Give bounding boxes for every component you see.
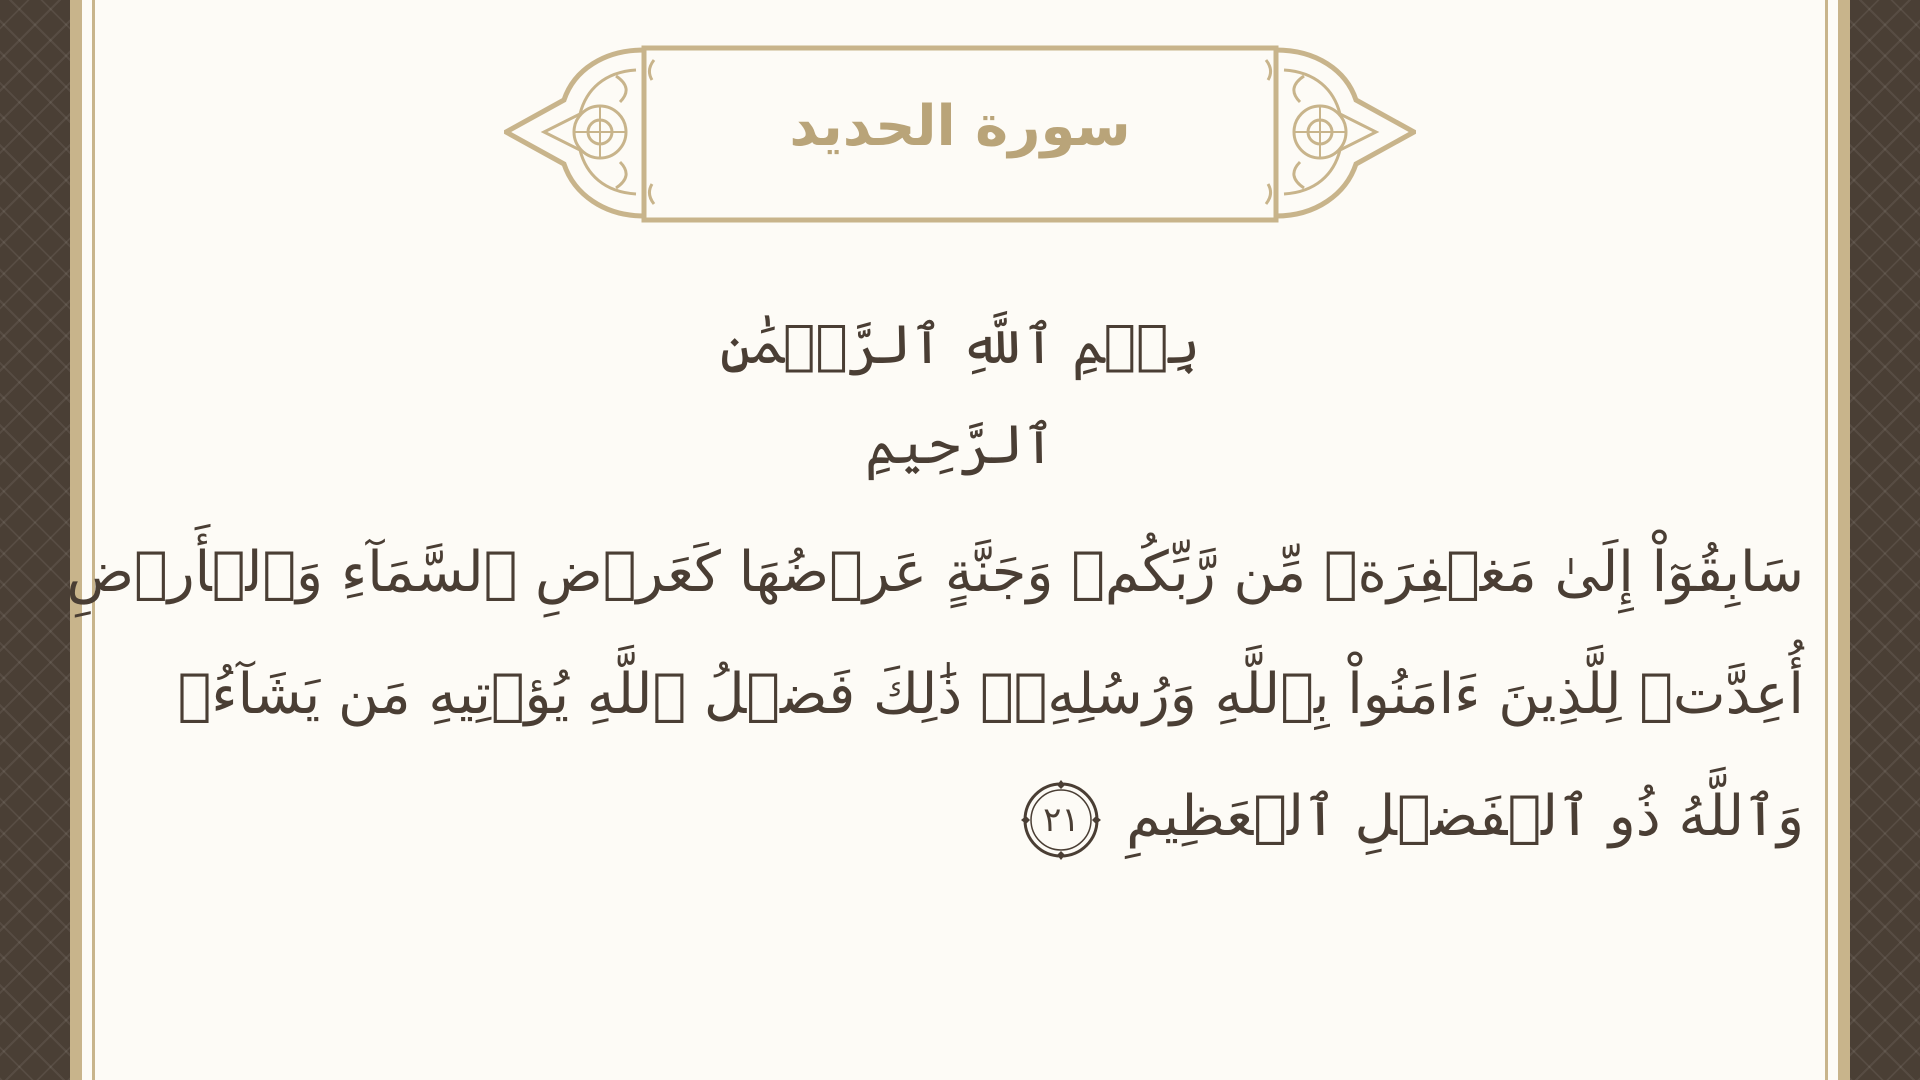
surah-title-frame — [504, 40, 1416, 224]
right-gold-rule — [1825, 0, 1828, 1080]
verse-text — [66, 512, 1804, 878]
surah-title: سورة الحديد — [789, 94, 1131, 159]
ayah-end-marker — [1020, 779, 1102, 861]
verse-line-2: أُعِدَّتۡ لِلَّذِينَ ءَامَنُواْ بِٱللَّهِ وَرُسُلِهِۦۚ ذَٰلِكَ فَضۡلُ ٱللَّهِ يُؤۡتِيهِ مَن يَشَآءُۚ — [177, 662, 1804, 727]
verse-line-3 — [112, 756, 1804, 878]
basmala: بِسۡمِ ٱللَّهِ ٱلرَّحۡمَٰنِ ٱلرَّحِيمِ — [719, 313, 1201, 476]
ayah-number: ٢١ — [1043, 799, 1080, 840]
left-ornamental-border — [0, 0, 70, 1080]
verse-line-3-text: وَٱللَّهُ ذُو ٱلۡفَضۡلِ ٱلۡعَظِيمِ — [1126, 784, 1804, 849]
right-gold-band — [1838, 0, 1850, 1080]
verse-line-1: سَابِقُوٓاْ إِلَىٰ مَغۡفِرَةٖ مِّن رَّبِّكُمۡ وَجَنَّةٍ عَرۡضُهَا كَعَرۡضِ ٱلسَّمَآءِ وَٱلۡأَرۡضِ — [66, 540, 1804, 605]
right-ornamental-border — [1850, 0, 1920, 1080]
